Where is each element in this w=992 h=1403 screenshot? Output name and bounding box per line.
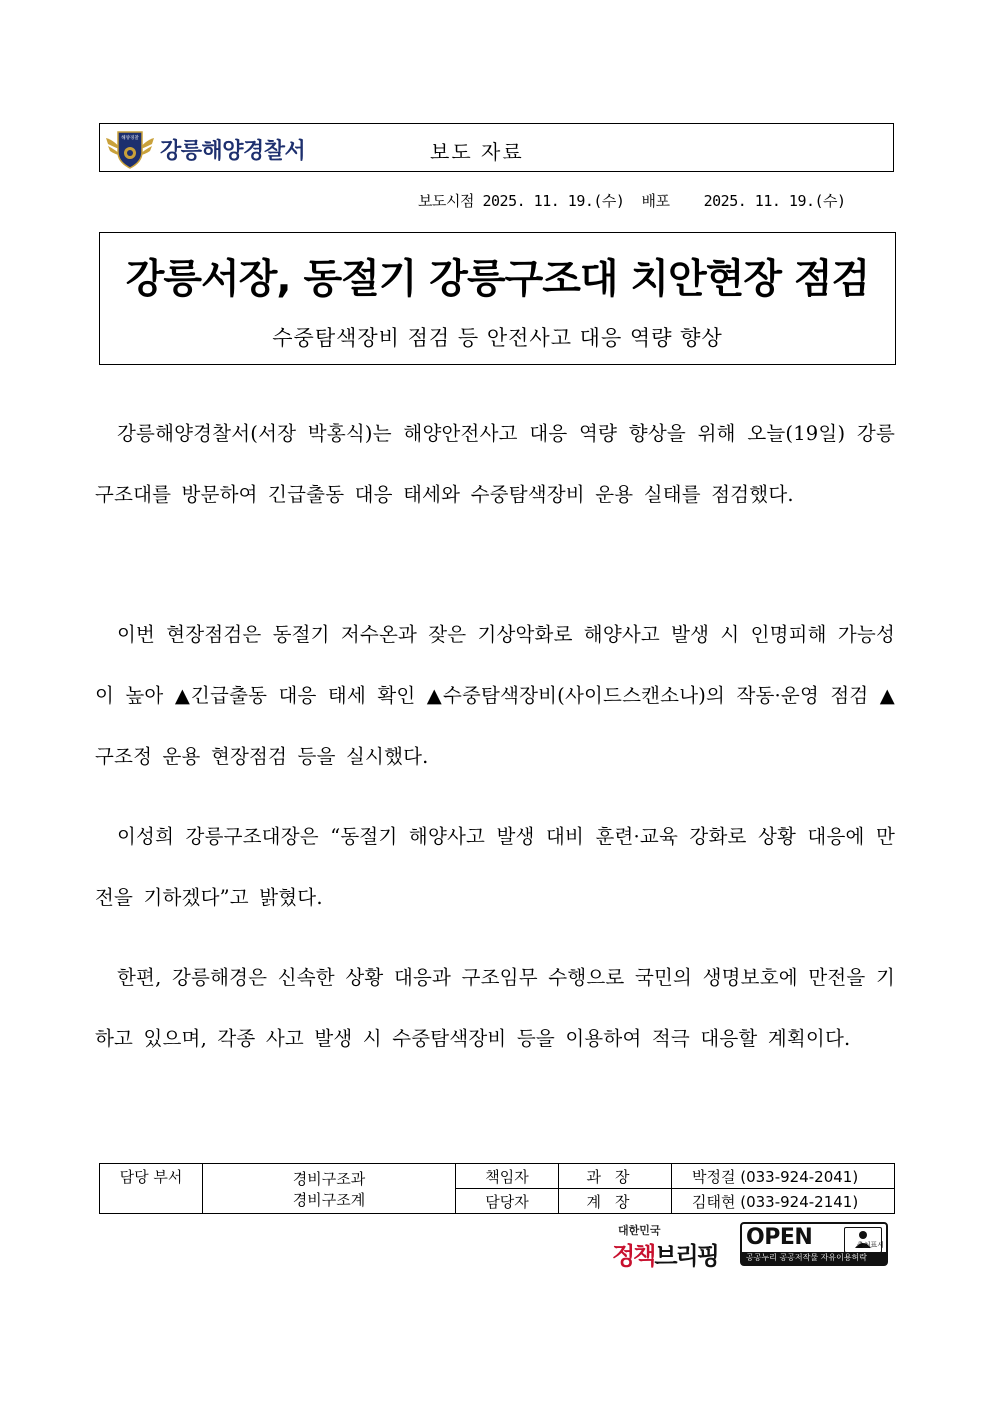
subheadline: 수중탐색장비 점검 등 안전사고 대응 역량 향상 bbox=[272, 326, 723, 350]
contact-table bbox=[99, 1163, 895, 1214]
headline: 강릉서장, 동절기 강릉구조대 치안현장 점검 bbox=[125, 256, 870, 302]
unit-line-2: 경비구조계 bbox=[292, 1190, 366, 1209]
emblem-text: 해양경찰 bbox=[121, 136, 139, 141]
role-cell: 책임자 bbox=[456, 1164, 559, 1189]
dept-label: 담당 부서 bbox=[100, 1164, 203, 1214]
open-mark: 출처표시 bbox=[856, 1241, 884, 1249]
dept-units bbox=[203, 1164, 456, 1214]
name-phone-cell: 박정걸 (033-924-2041) bbox=[672, 1164, 895, 1189]
policy-briefing-logo bbox=[612, 1222, 732, 1270]
doc-type: 보도 자료 bbox=[430, 140, 524, 164]
kogl-open-logo bbox=[740, 1222, 888, 1266]
body-paragraph: 한편, 강릉해경은 신속한 상황 대응과 구조임무 수행으로 국민의 생명보호에 만전을 기하고 있으며, 각종 사고 발생 시 수중탐색장비 등을 이용하여 적극 대응할 계획이다. bbox=[95, 966, 895, 1050]
position-cell: 과장 bbox=[559, 1164, 672, 1189]
unit-line-1: 경비구조과 bbox=[292, 1169, 366, 1188]
open-sub: 공공누리 공공저작물 자유이용허락 bbox=[742, 1252, 886, 1264]
org-name: 강릉해양경찰서 bbox=[160, 139, 306, 164]
body-paragraph: 강릉해양경찰서(서장 박홍식)는 해양안전사고 대응 역량 향상을 위해 오늘(19일) 강릉구조대를 방문하여 긴급출동 대응 태세와 수중탐색장비 운용 실태를 점검했다. bbox=[95, 422, 895, 506]
name-phone-cell: 김태현 (033-924-2141) bbox=[672, 1189, 895, 1214]
role-cell: 담당자 bbox=[456, 1189, 559, 1214]
body-paragraph-2-block bbox=[95, 604, 895, 787]
body-paragraph-4-block bbox=[95, 947, 895, 1069]
policy-logo-red: 정책 bbox=[612, 1242, 655, 1270]
body-paragraph-1-block bbox=[95, 403, 895, 525]
table-row bbox=[100, 1164, 895, 1189]
policy-logo-small: 대한민국 bbox=[618, 1224, 661, 1237]
title-box bbox=[99, 232, 896, 365]
dateline: 보도시점 2025. 11. 19.(수) 배포 2025. 11. 19.(수) bbox=[418, 192, 846, 210]
policy-logo-dark: 브리핑 bbox=[654, 1242, 718, 1270]
body-paragraph: 이번 현장점검은 동절기 저수온과 잦은 기상악화로 해양사고 발생 시 인명피해 가능성이 높아 ▲긴급출동 대응 태세 확인 ▲수중탐색장비(사이드스캔소나)의 작동·운영 점검 ▲구조정 운용 현장점검 등을 실시했다. bbox=[95, 623, 895, 768]
policy-logo-big bbox=[612, 1236, 718, 1271]
coast-guard-emblem-icon bbox=[104, 126, 156, 170]
body-paragraph: 이성희 강릉구조대장은 “동절기 해양사고 발생 대비 훈련·교육 강화로 상황 대응에 만전을 기하겠다”고 밝혔다. bbox=[95, 825, 895, 909]
body-paragraph-3-block bbox=[95, 806, 895, 928]
position-cell: 계장 bbox=[559, 1189, 672, 1214]
header-box bbox=[99, 123, 894, 172]
open-word: OPEN bbox=[746, 1225, 813, 1250]
